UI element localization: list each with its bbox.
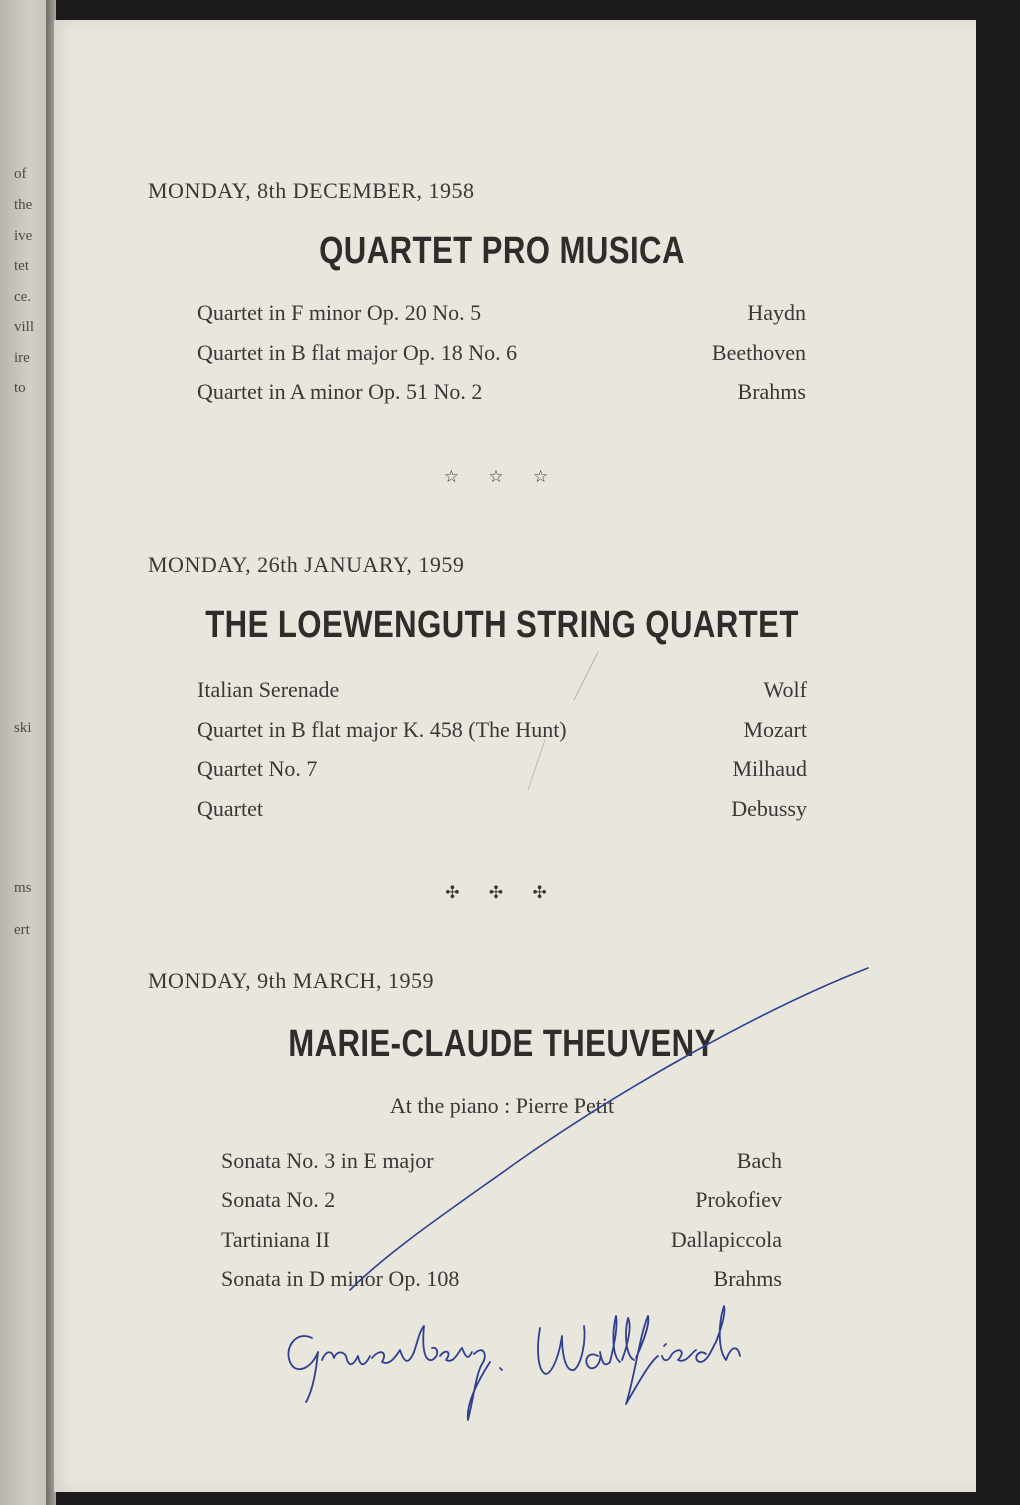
left-page-fragment: ive	[14, 228, 33, 244]
pencil-mark	[574, 652, 598, 700]
performer-title: MARIE-CLAUDE THEUVENY	[288, 1023, 716, 1065]
concert-date: MONDAY, 26th JANUARY, 1959	[148, 552, 465, 577]
composer-name: Beethoven	[711, 340, 806, 365]
signature-gruenberg	[288, 1326, 502, 1420]
signature-wallfisch	[538, 1306, 740, 1404]
left-page-fragment: ert	[14, 922, 30, 938]
cross-ornament: ✣ ✣ ✣	[445, 883, 559, 903]
work-title: Quartet in B flat major K. 458 (The Hunt)	[197, 717, 567, 742]
left-page-fragment: ce.	[14, 289, 32, 305]
concert-date: MONDAY, 8th DECEMBER, 1958	[148, 178, 475, 203]
left-page-fragment: vill	[14, 319, 35, 335]
composer-name: Brahms	[713, 1266, 782, 1291]
performer-title: THE LOEWENGUTH STRING QUARTET	[205, 604, 799, 646]
work-title: Quartet No. 7	[197, 756, 318, 781]
composer-name: Prokofiev	[695, 1187, 782, 1212]
left-page-fragment: ms	[14, 880, 32, 896]
composer-name: Bach	[736, 1148, 782, 1173]
composer-name: Dallapiccola	[670, 1227, 782, 1252]
work-title: Italian Serenade	[197, 677, 340, 702]
work-title: Sonata No. 3 in E major	[221, 1148, 434, 1173]
accompanist-line: At the piano : Pierre Petit	[389, 1093, 615, 1118]
composer-name: Haydn	[747, 300, 806, 325]
performer-title: QUARTET PRO MUSICA	[319, 230, 685, 272]
composer-name: Milhaud	[732, 756, 807, 781]
left-page-fragment: ski	[14, 720, 32, 736]
concert-date: MONDAY, 9th MARCH, 1959	[148, 968, 434, 993]
composer-name: Debussy	[731, 796, 807, 821]
left-page-fragment: of	[14, 166, 27, 182]
composer-name: Wolf	[763, 677, 807, 702]
work-title: Quartet in B flat major Op. 18 No. 6	[197, 340, 518, 365]
composer-name: Brahms	[737, 379, 806, 404]
work-title: Sonata No. 2	[221, 1187, 336, 1212]
work-title: Quartet in F minor Op. 20 No. 5	[197, 300, 482, 325]
composer-name: Mozart	[743, 717, 807, 742]
work-title: Quartet in A minor Op. 51 No. 2	[197, 379, 483, 404]
pencil-mark	[528, 740, 545, 790]
star-ornament: ☆ ☆ ☆	[443, 467, 561, 487]
work-title: Quartet	[197, 796, 263, 821]
work-title: Tartiniana II	[221, 1227, 331, 1252]
left-page-fragment: ire	[14, 350, 30, 366]
left-page-fragment: to	[14, 380, 26, 396]
work-title: Sonata in D minor Op. 108	[221, 1266, 460, 1291]
left-page-fragment: tet	[14, 258, 29, 274]
pen-stroke	[350, 968, 868, 1290]
left-page-fragment: the	[14, 197, 33, 213]
